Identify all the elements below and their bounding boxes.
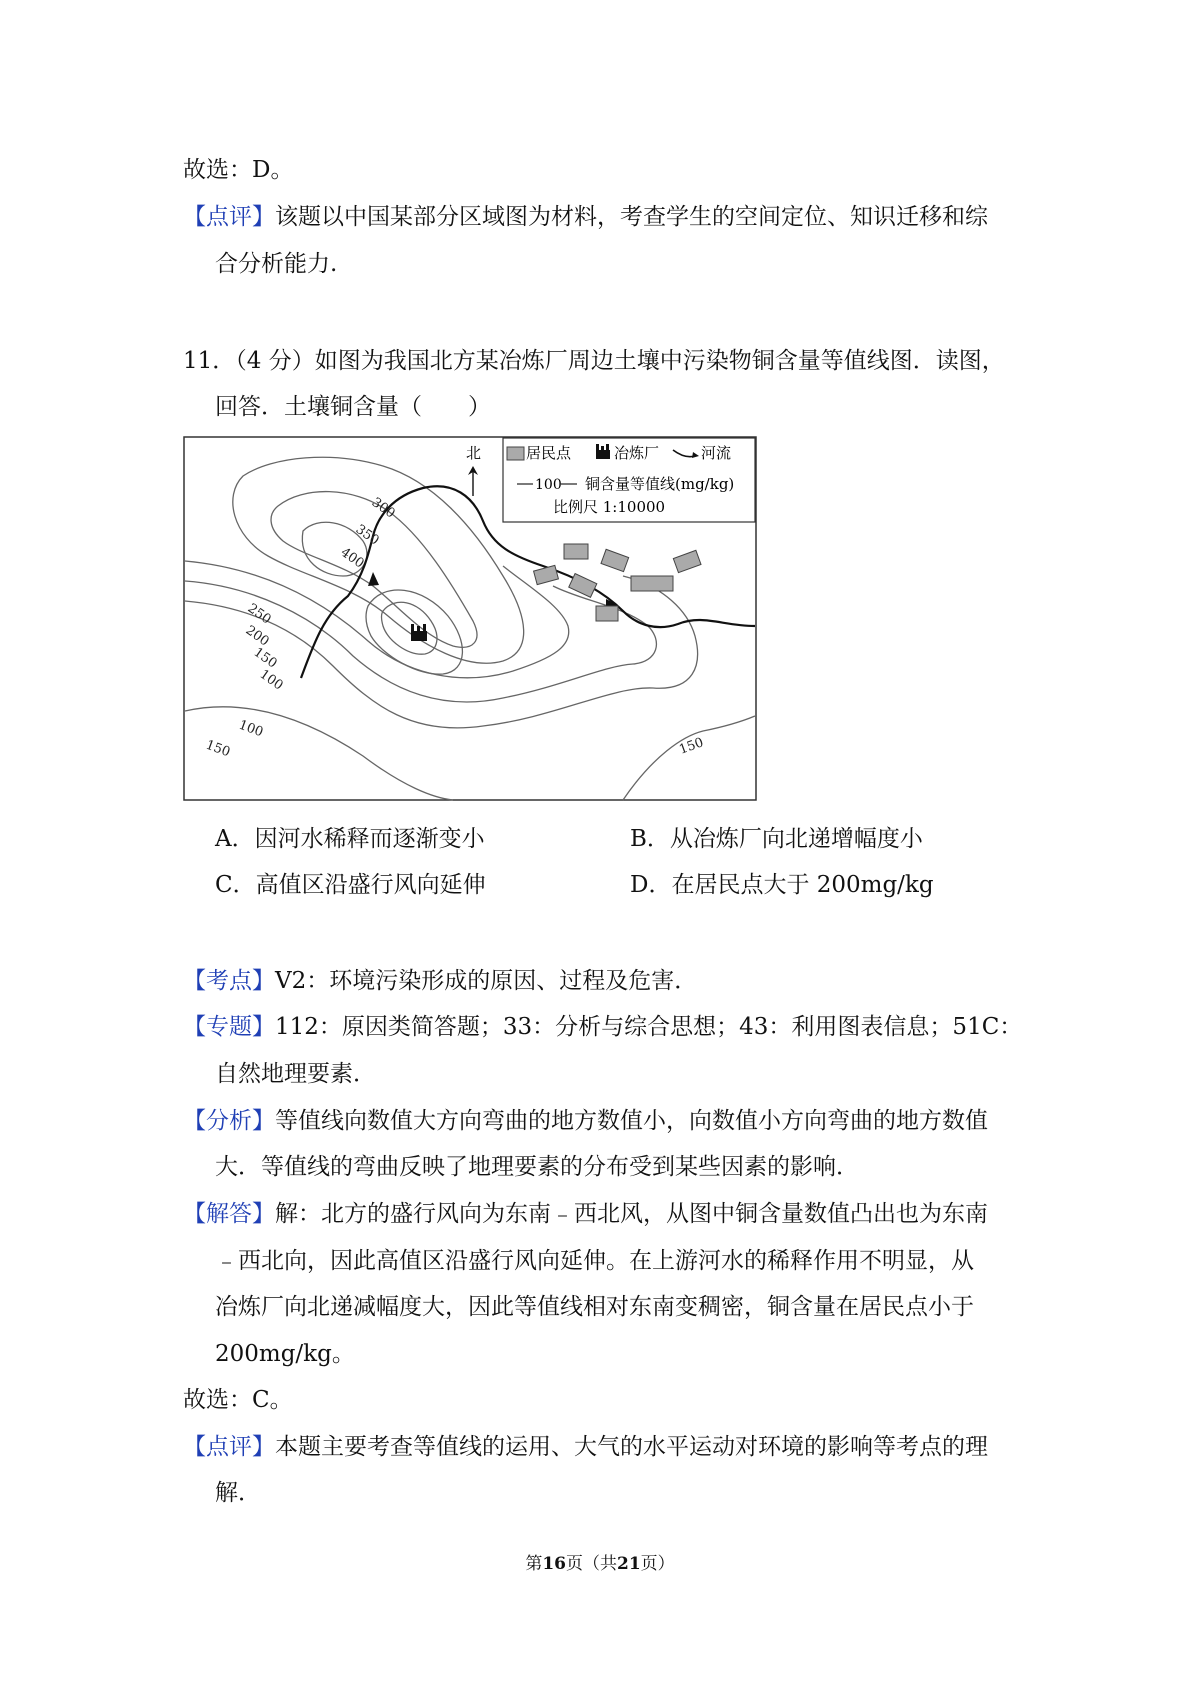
contour-label-150-c: 150 (677, 735, 706, 758)
question-stem-2: 回答．土壤铜含量（ ） (215, 394, 491, 420)
contour-label-150-b: 150 (203, 737, 233, 761)
option-c[interactable]: C．高值区沿盛行风向延伸 (215, 872, 486, 898)
fenxi-text-1: 等值线向数值大方向弯曲的地方数值小，向数值小方向弯曲的地方数值 (275, 1108, 988, 1134)
contour-label-300: 300 (368, 494, 398, 522)
comment-tag: 点评 (206, 204, 252, 230)
dianping-row: 【点评】本题主要考查等值线的运用、大气的水平运动对环境的影响等考点的理 (183, 1434, 988, 1460)
legend-contour: 铜含量等值线(mg/kg) (585, 475, 735, 493)
zhuanti-row: 【专题】112：原因类简答题；33：分析与综合思想；43：利用图表信息；51C： (183, 1014, 1023, 1040)
smelter-icon (411, 624, 427, 641)
question-stem-1: 11．（4 分）如图为我国北方某冶炼厂周边土壤中污染物铜含量等值线图．读图， (183, 348, 1005, 374)
option-a[interactable]: A．因河水稀释而逐渐变小 (215, 826, 485, 852)
contour-label-400: 400 (337, 544, 367, 572)
legend-smelter: 冶炼厂 (614, 444, 660, 462)
jieda-text-1: 解：北方的盛行风向为东南﹣西北风，从图中铜含量数值凸出也为东南 (275, 1201, 988, 1227)
contour-map (183, 436, 757, 801)
contour-label-100-a: 100 (256, 666, 286, 694)
comment-text-1: 该题以中国某部分区域图为材料，考查学生的空间定位、知识迁移和综 (275, 204, 988, 230)
legend (503, 438, 755, 522)
jieda-text-4: 200mg/kg。 (215, 1341, 355, 1367)
kaodian-row: 【考点】V2：环境污染形成的原因、过程及危害． (183, 968, 698, 994)
comment-text-2: 合分析能力. (215, 251, 338, 277)
answer: 故选：C。 (183, 1387, 293, 1413)
legend-contour-value: 100 (535, 477, 562, 493)
page-footer: 第16页（共21页） (525, 1554, 675, 1574)
dianping-text-2: 解． (215, 1480, 261, 1506)
dianping-tag: 点评 (206, 1434, 252, 1460)
legend-river: 河流 (701, 444, 732, 462)
page-total: 21 (617, 1554, 641, 1574)
legend-residential-swatch (507, 447, 524, 460)
jieda-tag: 解答 (206, 1201, 252, 1227)
jieda-text-2: ﹣西北向，因此高值区沿盛行风向延伸。在上游河水的稀释作用不明显，从 (215, 1248, 974, 1274)
legend-residential: 居民点 (526, 444, 572, 462)
contour-label-350: 350 (352, 521, 382, 549)
option-d[interactable]: D．在居民点大于 200mg/kg (630, 872, 934, 898)
fenxi-row: 【分析】等值线向数值大方向弯曲的地方数值小，向数值小方向弯曲的地方数值 (183, 1108, 988, 1134)
page-number: 16 (542, 1554, 566, 1574)
comment-prev: 【点评】该题以中国某部分区域图为材料，考查学生的空间定位、知识迁移和综 (183, 204, 988, 230)
zhuanti-tag: 专题 (206, 1014, 252, 1040)
fenxi-tag: 分析 (206, 1108, 252, 1134)
fenxi-text-2: 大．等值线的弯曲反映了地理要素的分布受到某些因素的影响． (215, 1154, 859, 1180)
kaodian-tag: 考点 (206, 968, 252, 994)
zhuanti-text-2: 自然地理要素． (215, 1061, 376, 1087)
answer-prev: 故选：D。 (183, 157, 294, 183)
jieda-row: 【解答】解：北方的盛行风向为东南﹣西北风，从图中铜含量数值凸出也为东南 (183, 1201, 988, 1227)
contour-map-figure (183, 436, 757, 801)
contour-label-150: 150 (250, 644, 280, 672)
dianping-text-1: 本题主要考查等值线的运用、大气的水平运动对环境的影响等考点的理 (275, 1434, 988, 1460)
zhuanti-text-1: 112：原因类简答题；33：分析与综合思想；43：利用图表信息；51C： (275, 1014, 1023, 1040)
contour-label-250: 250 (244, 600, 274, 628)
north-label: 北 (466, 444, 482, 462)
option-b[interactable]: B．从冶炼厂向北递增幅度小 (630, 826, 923, 852)
contour-label-200: 200 (242, 622, 272, 650)
kaodian-text: V2：环境污染形成的原因、过程及危害． (275, 968, 698, 994)
contour-label-100-b: 100 (236, 717, 266, 741)
legend-smelter-icon (596, 444, 610, 459)
legend-scale: 比例尺 1:10000 (553, 498, 666, 516)
jieda-text-3: 冶炼厂向北递减幅度大，因此等值线相对东南变稠密，铜含量在居民点小于 (215, 1294, 974, 1320)
